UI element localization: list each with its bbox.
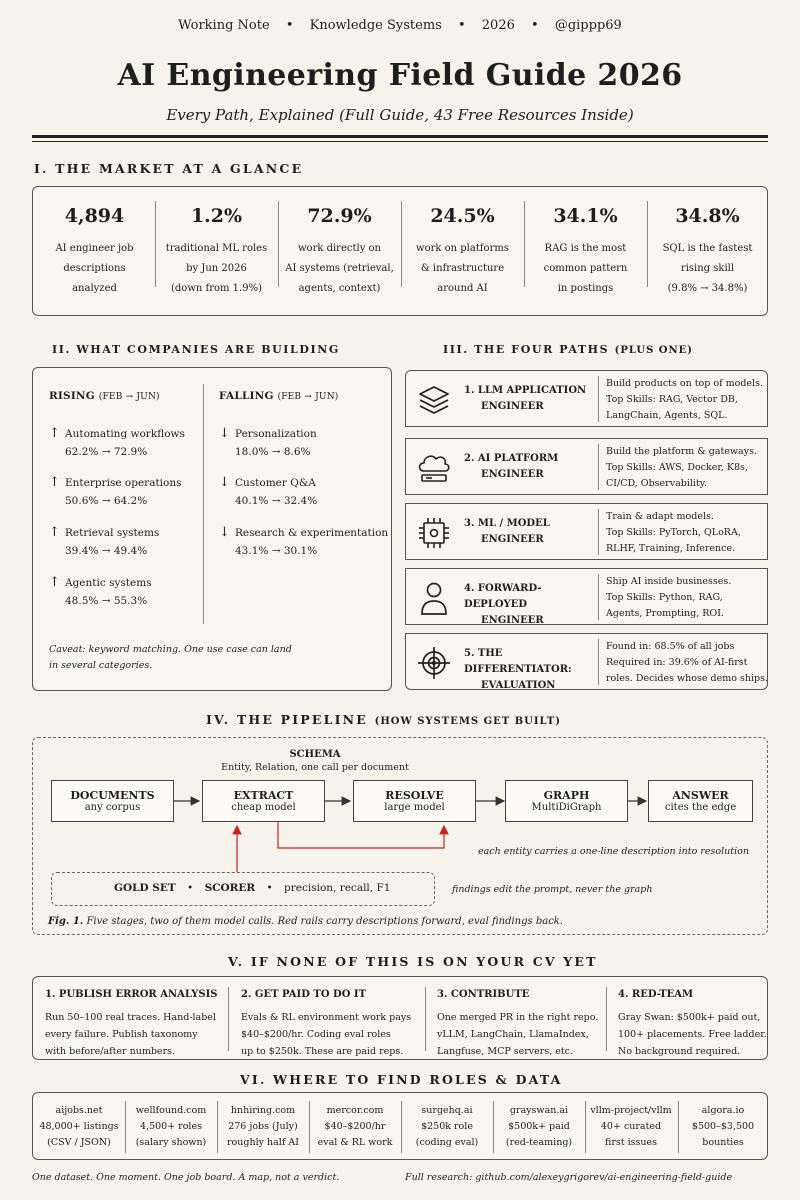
role-site: mercor.com [326,1105,384,1116]
caveat-note [49,642,292,674]
trend-name: Enterprise operations [65,477,182,489]
role-line: eval & RL work [317,1137,393,1148]
path-divider [598,444,599,490]
stage-name: GRAPH [543,789,590,802]
path-name-line: EVALUATION [481,680,556,691]
trend-name: Retrieval systems [65,527,160,539]
role-line: $40–$200/hr [324,1121,386,1132]
role-line: $500k+ paid [508,1121,570,1132]
path-desc-line: Build products on top of models. [606,378,763,389]
role-line: bounties [702,1137,744,1148]
cv-line: vLLM, LangChain, LlamaIndex, [437,1029,589,1040]
path-name-line: 5. THE DIFFERENTIATOR: [464,648,572,675]
cv-box [32,976,768,1060]
building-box [32,367,392,691]
path-divider [598,376,599,422]
path-llm-application [405,370,768,427]
column-divider [203,384,204,624]
cv-line: with before/after numbers. [45,1046,175,1057]
gold-set-box [51,872,435,906]
cv-line: Langfuse, MCP servers, etc. [437,1046,574,1057]
pipeline-title-sub: (HOW SYSTEMS GET BUILT) [374,716,561,727]
role-line: $250k role [421,1121,473,1132]
role-site: surgehq.ai [421,1105,473,1116]
path-name [464,581,594,629]
up-arrow-icon: ↑ [49,525,60,540]
cv-heading: 1. PUBLISH ERROR ANALYSIS [45,989,218,1000]
stat-description [282,239,397,299]
header-meta [0,18,800,33]
path-name-line: 3. ML / MODEL [464,518,550,529]
cv-divider [606,987,607,1051]
path-desc-line: Top Skills: PyTorch, QLoRA, [606,527,741,538]
meta-separator: • [457,18,466,33]
stat-description [528,239,643,299]
cv-body [241,1009,411,1060]
cv-line: No background required. [618,1046,741,1057]
roles-box [32,1092,768,1160]
role-site: vllm-project/vllm [590,1105,672,1116]
gold-separator: • [266,882,273,894]
path-desc-line: Ship AI inside businesses. [606,576,732,587]
falling-sub: (FEB → JUN) [277,392,339,402]
stat-card [155,187,278,315]
header-rule-thick [32,135,768,138]
stat-description [159,239,274,299]
stage-sub: large model [384,802,445,813]
footer-note: One dataset. One moment. One job board. A map, not a verdict. [32,1172,340,1183]
role-site: grayswan.ai [509,1105,569,1116]
cv-line: Run 50–100 real traces. Hand-label [45,1012,216,1023]
header-rule-thin [32,141,768,142]
stage-name: EXTRACT [233,789,294,802]
stat-card [646,187,769,315]
role-line: first issues [605,1137,657,1148]
path-name-line: ENGINEER [481,469,544,480]
role-line: 4,500+ roles [140,1121,202,1132]
down-arrow-icon: ↓ [219,426,230,441]
trend-change: 43.1% → 30.1% [235,545,318,557]
path-ai-platform [405,438,768,495]
path-name [464,516,594,548]
path-name-line: ENGINEER [481,534,544,545]
layers-icon [414,381,454,419]
stat-description [405,239,520,299]
path-forward-deployed [405,568,768,625]
role-source [125,1093,217,1159]
stat-value: 24.5% [430,205,495,227]
stat-line: traditional ML roles [165,243,268,254]
role-line: $500–$3,500 [691,1121,755,1132]
stage-name: ANSWER [672,789,729,802]
meta-item: @gippp69 [554,18,622,33]
section-title-market: I. THE MARKET AT A GLANCE [34,161,304,176]
path-name [464,451,594,483]
path-name-line: 1. LLM APPLICATION [464,385,587,396]
role-source [583,1093,679,1159]
section-title-roles: VI. WHERE TO FIND ROLES & DATA [240,1072,563,1087]
path-description [606,639,766,687]
path-desc-line: RLHF, Training, Inference. [606,543,736,554]
down-arrow-icon: ↓ [219,525,230,540]
role-source [309,1093,401,1159]
cv-line: Gray Swan: $500k+ paid out, [618,1012,761,1023]
entity-note: each entity carries a one-line description into resolution [478,846,749,857]
stat-description [650,239,765,299]
stat-line: (down from 1.9%) [171,283,262,294]
stat-value: 4,894 [64,205,125,227]
role-source [33,1093,125,1159]
path-name-line: ENGINEER [481,401,544,412]
path-desc-line: Top Skills: AWS, Docker, K8s, [606,462,748,473]
cv-heading: 4. RED-TEAM [618,989,694,1000]
path-name-line: 2. AI PLATFORM [464,453,559,464]
stage-name: RESOLVE [385,789,444,802]
stat-card [524,187,647,315]
role-source [217,1093,309,1159]
trend-change: 39.4% → 49.4% [65,545,148,557]
rising-header [49,390,160,402]
path-divider [598,574,599,620]
path-desc-line: Top Skills: Python, RAG, [606,592,723,603]
footer-research [405,1172,732,1183]
role-line: (CSV / JSON) [47,1137,111,1148]
cv-heading: 2. GET PAID TO DO IT [241,989,367,1000]
meta-separator: • [285,18,294,33]
path-desc-line: CI/CD, Observability. [606,478,707,489]
schema-sub: Entity, Relation, one call per document [221,762,409,773]
up-arrow-icon: ↑ [49,575,60,590]
path-description [606,509,766,557]
stat-line: AI systems (retrieval, [285,263,394,274]
stat-line: (9.8% → 34.8%) [667,283,748,294]
role-line: (salary shown) [135,1137,207,1148]
up-arrow-icon: ↑ [49,426,60,441]
path-evaluation [405,633,768,690]
stat-value: 34.8% [675,205,740,227]
figure-caption-text: Five stages, two of them model calls. Red rails carry descriptions forward, eval findings back. [86,916,564,927]
rising-sub: (FEB → JUN) [98,392,160,402]
stat-line: RAG is the most [544,243,627,254]
path-divider [598,509,599,555]
stat-line: & infrastructure [420,263,505,274]
trend-change: 18.0% → 8.6% [235,446,311,458]
path-name [464,646,594,694]
gold-set-label: GOLD SET [114,882,176,894]
figure-label: Fig. 1. [48,916,84,927]
stat-value: 72.9% [307,205,372,227]
stage-name: DOCUMENTS [70,789,155,802]
trend-name: Personalization [235,428,317,440]
stage-sub: MultiDiGraph [531,802,602,813]
footer-research-label: Full research: [405,1172,473,1183]
cv-line: One merged PR in the right repo. [437,1012,599,1023]
meta-separator: • [531,18,539,33]
path-description [606,444,766,492]
trend-change: 48.5% → 55.3% [65,595,148,607]
path-desc-line: Build the platform & gateways. [606,446,757,457]
stat-line: analyzed [72,283,117,294]
page-subtitle: Every Path, Explained (Full Guide, 43 Free Resources Inside) [166,106,634,124]
cv-divider [425,987,426,1051]
paths-title-sub: (PLUS ONE) [614,345,693,356]
path-desc-line: Top Skills: RAG, Vector DB, [606,394,738,405]
page-title: AI Engineering Field Guide 2026 [117,58,683,93]
stat-line: common pattern [543,263,628,274]
pipeline-title-main: IV. THE PIPELINE [206,712,369,727]
path-description [606,376,766,424]
trend-change: 40.1% → 32.4% [235,495,318,507]
role-site: wellfound.com [135,1105,207,1116]
meta-item: 2026 [481,18,515,33]
cv-body [45,1009,216,1060]
stage-documents [51,780,174,822]
trend-name: Automating workflows [65,428,185,440]
stat-card [401,187,524,315]
role-line: roughly half AI [227,1137,299,1148]
stage-extract [202,780,325,822]
trend-name: Customer Q&A [235,477,316,489]
cv-body [618,1009,767,1060]
cloud-server-icon [414,449,454,487]
path-ml-model [405,503,768,560]
path-desc-line: Found in: 68.5% of all jobs [606,641,735,652]
role-line: 40+ curated [600,1121,662,1132]
up-arrow-icon: ↑ [49,475,60,490]
caveat-line: Caveat: keyword matching. One use case can land [49,644,292,655]
falling-header [219,390,338,402]
schema-label: SCHEMA [289,749,341,760]
role-source [493,1093,585,1159]
stage-answer [648,780,753,822]
scorer-label: SCORER [204,882,256,894]
caveat-line: in several categories. [49,660,153,671]
role-source [678,1093,768,1159]
market-stats-box [32,186,768,316]
stat-card [33,187,156,315]
meta-item: Working Note [178,18,270,33]
cv-line: Evals & RL environment work pays [241,1012,412,1023]
gold-separator: • [187,882,194,894]
gold-set-row [114,882,390,894]
cv-line: up to $250k. These are paid reps. [241,1046,404,1057]
meta-item: Knowledge Systems [309,18,442,33]
role-site: hnhiring.com [230,1105,296,1116]
person-icon [414,579,454,617]
role-source [401,1093,493,1159]
path-name [464,383,594,415]
rising-label: RISING [49,390,95,402]
stage-sub: cheap model [231,802,296,813]
role-line: 276 jobs (July) [228,1121,298,1132]
path-desc-line: roles. Decides whose demo ships. [606,673,768,684]
cv-body [437,1009,598,1060]
falling-label: FALLING [219,390,274,402]
section-title-pipeline [206,712,561,727]
scorer-metrics: precision, recall, F1 [284,882,391,894]
stat-line: SQL is the fastest [662,243,753,254]
role-line: 48,000+ listings [39,1121,119,1132]
stat-line: by Jun 2026 [186,263,247,274]
stat-description [37,239,152,299]
figure-caption [48,916,563,927]
role-site: algora.io [701,1105,745,1116]
path-name-line: ENGINEER [481,615,544,626]
down-arrow-icon: ↓ [219,475,230,490]
stat-line: rising skill [680,263,735,274]
path-desc-line: LangChain, Agents, SQL. [606,410,728,421]
findings-note: findings edit the prompt, never the graph [452,884,653,895]
path-desc-line: Train & adapt models. [606,511,714,522]
path-desc-line: Required in: 39.6% of AI-first [606,657,748,668]
stat-line: AI engineer job [55,243,134,254]
stat-value: 1.2% [190,205,243,227]
path-name-line: 4. FORWARD-DEPLOYED [464,583,542,610]
stat-card [278,187,401,315]
stat-line: descriptions [63,263,126,274]
role-site: aijobs.net [55,1105,103,1116]
stage-resolve [353,780,476,822]
trend-change: 50.6% → 64.2% [65,495,148,507]
role-line: (coding eval) [415,1137,479,1148]
cv-line: $40–$200/hr. Coding eval roles [241,1029,391,1040]
footer-research-link[interactable]: github.com/alexeygrigorev/ai-engineering-field-guide [475,1172,733,1183]
paths-title-main: III. THE FOUR PATHS [443,343,610,356]
path-description [606,574,766,622]
stat-line: work directly on [297,243,381,254]
stage-graph [505,780,628,822]
path-divider [598,639,599,685]
cv-divider [228,987,229,1051]
cv-line: every failure. Publish taxonomy [45,1029,198,1040]
trend-change: 62.2% → 72.9% [65,446,148,458]
section-title-paths [443,343,693,356]
cv-line: 100+ placements. Free ladder. [618,1029,767,1040]
section-title-building: II. WHAT COMPANIES ARE BUILDING [52,343,340,356]
stat-value: 34.1% [553,205,618,227]
stat-line: in postings [557,283,614,294]
stat-line: agents, context) [298,283,381,294]
chip-icon [414,514,454,552]
stage-sub: cites the edge [664,802,737,813]
trend-name: Research & experimentation [235,527,389,539]
role-line: (red-teaming) [505,1137,573,1148]
stage-sub: any corpus [84,802,141,813]
trend-name: Agentic systems [65,577,152,589]
stat-line: around AI [437,283,488,294]
cv-heading: 3. CONTRIBUTE [437,989,530,1000]
path-desc-line: Agents, Prompting, ROI. [606,608,724,619]
section-title-cv: V. IF NONE OF THIS IS ON YOUR CV YET [228,954,598,969]
target-icon [414,644,454,682]
stat-line: work on platforms [416,243,509,254]
